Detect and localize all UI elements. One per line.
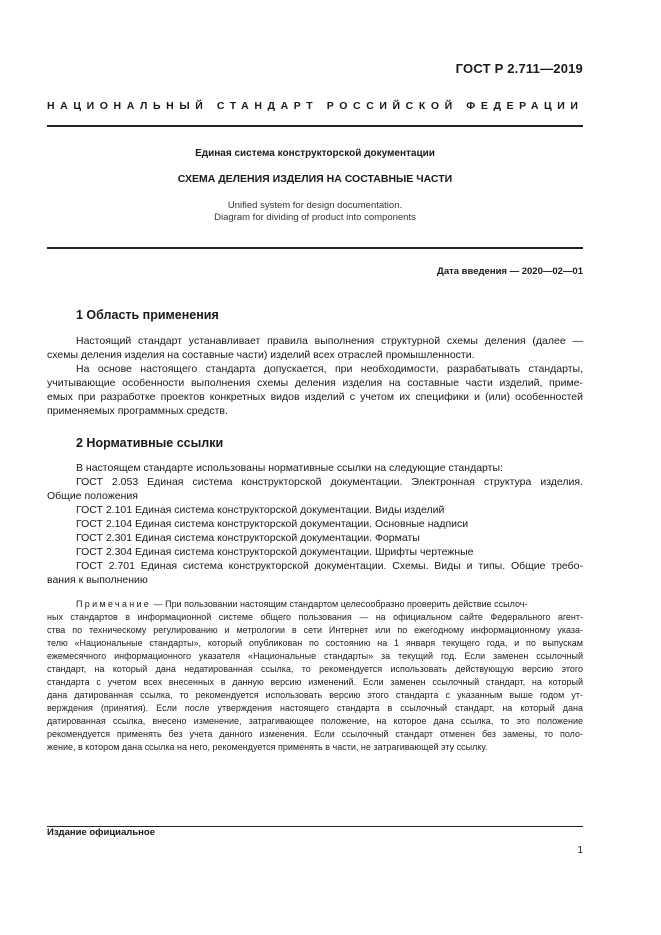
note-line: ства по техническому регулированию и метрологии в сети Интернет или по ежегодному информационному указа- [47, 625, 583, 635]
reference-item: ГОСТ 2.701 Единая система конструкторской документации. Схемы. Виды и типы. Общие требо- [76, 560, 583, 572]
note-line: верждения (принятия). Если после утверждения настоящего стандарта в ссылочный стандарт, на который дана [47, 703, 583, 713]
paragraph-line: Настоящий стандарт устанавливает правила выполнения структурной схемы деления (далее — [76, 335, 583, 347]
note-line: ежемесячного информационного указателя «Национальные стандарты» за текущий год. Если заменен ссылочный [47, 651, 583, 661]
official-edition-label: Издание официальное [47, 827, 155, 838]
note-first-line-text: — При пользовании настоящим стандартом целесообразно проверить действие ссылоч- [151, 599, 528, 609]
references-intro: В настоящем стандарте использованы нормативные ссылки на следующие стандарты: [76, 462, 503, 474]
document-number: ГОСТ Р 2.711—2019 [455, 61, 583, 76]
note-line: ных стандартов в информационной системе общего пользования — на официальном сайте Федерального агент- [47, 612, 583, 622]
paragraph-line: учитывающие особенности выполнения схемы деления изделия на составные части изделий, приме- [47, 377, 583, 389]
reference-item: ГОСТ 2.301 Единая система конструкторской документации. Форматы [76, 532, 420, 544]
note-line: дана датированная ссылка, то рекомендуется использовать версию этого стандарта с указанным выше годом ут- [47, 690, 583, 700]
note-line: датированная ссылка, внесено изменение, затрагивающее положение, на которое дана ссылка, то это положение [47, 716, 583, 726]
note-line: стандарта с учетом всех внесенных в данную версию изменений. Если заменен ссылочный стандарт, на который [47, 677, 583, 687]
national-standard-banner: НАЦИОНАЛЬНЫЙ СТАНДАРТ РОССИЙСКОЙ ФЕДЕРАЦИИ [47, 100, 584, 112]
reference-item: ГОСТ 2.101 Единая система конструкторской документации. Виды изделий [76, 504, 445, 516]
paragraph-line: На основе настоящего стандарта допускается, при необходимости, разрабатывать стандарты, [76, 363, 583, 375]
note-first-line [76, 598, 583, 610]
reference-item: ГОСТ 2.304 Единая система конструкторской документации. Шрифты чертежные [76, 546, 474, 558]
note-line: стандарт, на который дана недатированная ссылка, то рекомендуется использовать действующую версию этого [47, 664, 583, 674]
paragraph-line: схемы деления изделия на составные части) изделий всех отраслей промышленности. [47, 349, 475, 361]
reference-item-continuation: вания к выполнению [47, 574, 148, 586]
paragraph-line: емых при разработке проектов конкретных видов изделий с учетом их специфики и (или) особенностей [47, 391, 583, 403]
section-2-heading: 2 Нормативные ссылки [76, 436, 224, 450]
section-1-heading: 1 Область применения [76, 308, 219, 322]
reference-item-continuation: Общие положения [47, 490, 138, 502]
english-title-line-2: Diagram for dividing of product into components [214, 212, 416, 223]
title-divider [47, 247, 583, 249]
page-number: 1 [577, 845, 583, 856]
note-line: рекомендуется применять без учета данного изменения. Если ссылочный стандарт отменен без замены, то поло- [47, 729, 583, 739]
english-title-line-1: Unified system for design documentation. [227, 200, 403, 211]
header-divider [47, 125, 583, 127]
paragraph-line: применяемых программных средств. [47, 405, 228, 417]
system-title: Единая система конструкторской документации [195, 148, 435, 159]
note-line: телю «Национальные стандарты», который опубликован по состоянию на 1 января текущего года, и по выпускам [47, 638, 583, 648]
reference-item: ГОСТ 2.053 Единая система конструкторской документации. Электронная структура изделия. [76, 476, 583, 488]
main-title: СХЕМА ДЕЛЕНИЯ ИЗДЕЛИЯ НА СОСТАВНЫЕ ЧАСТИ [177, 173, 453, 185]
reference-item: ГОСТ 2.104 Единая система конструкторской документации. Основные надписи [76, 518, 469, 530]
note-line: жение, в котором дана ссылка на него, рекомендуется применять в части, не затрагивающей эту ссылку. [47, 742, 488, 752]
note-label: Примечание [76, 599, 152, 609]
introduction-date: Дата введения — 2020—02—01 [437, 266, 583, 277]
